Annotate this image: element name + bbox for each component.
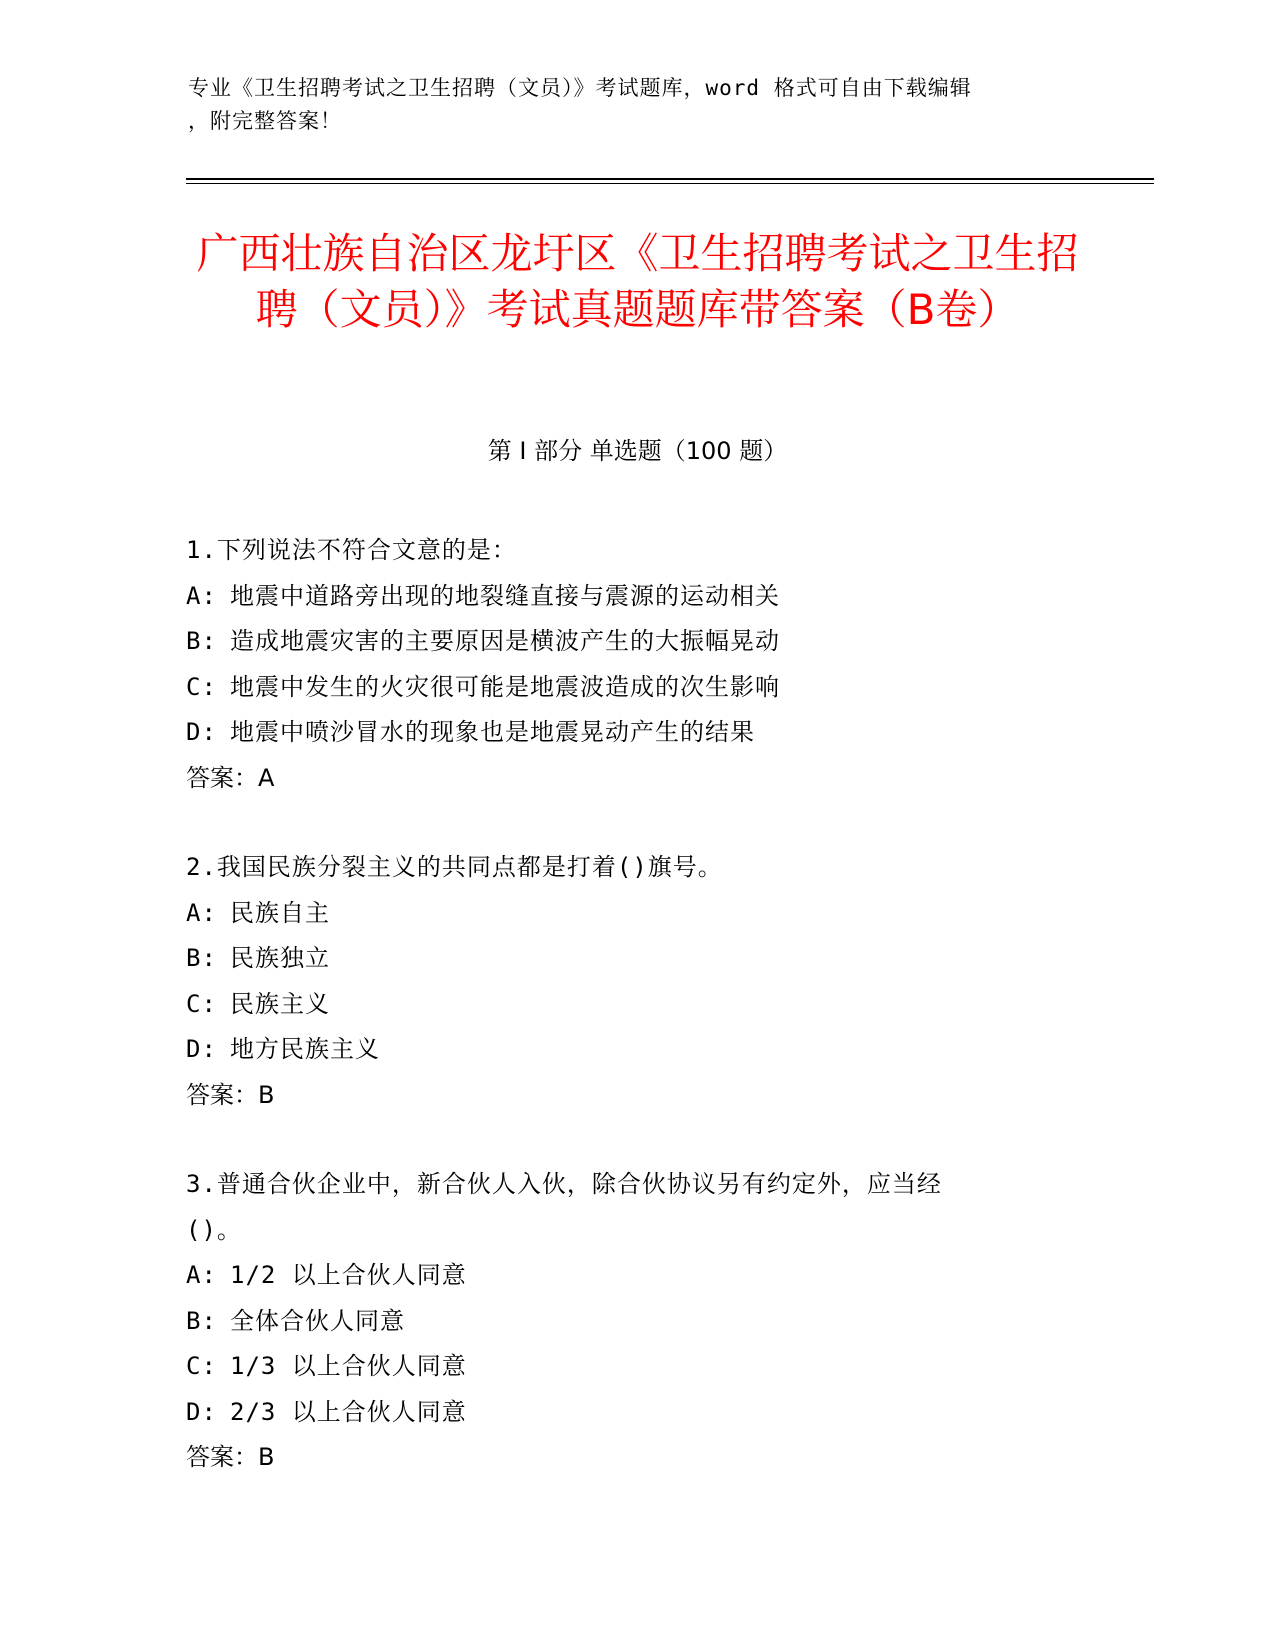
- option-text: 地震中喷沙冒水的现象也是地震晃动产生的结果: [230, 718, 755, 746]
- option-text: 民族自主: [230, 898, 330, 927]
- question-2: [186, 845, 1066, 1118]
- answer: 答案：B: [186, 1443, 275, 1471]
- question-stem: 2.我国民族分裂主义的共同点都是打着()旗号。: [186, 853, 723, 881]
- option-c: [186, 1344, 1066, 1390]
- option-text: 地震中发生的火灾很可能是地震波造成的次生影响: [230, 672, 780, 701]
- option-d: [186, 710, 1066, 756]
- option-letter: C:: [186, 672, 217, 701]
- section-title: 第 I 部分 单选题（100 题）: [487, 437, 788, 465]
- header-divider-thin: [186, 183, 1154, 184]
- option-a: [186, 891, 1066, 937]
- option-text: 造成地震灾害的主要原因是横波产生的大振幅晃动: [230, 627, 780, 655]
- option-letter: A:: [186, 581, 217, 610]
- option-letter: A:: [186, 898, 217, 927]
- option-letter: B:: [186, 944, 217, 972]
- option-d: [186, 1027, 1066, 1073]
- option-a: [186, 1253, 1066, 1299]
- question-stem: 1.下列说法不符合文意的是：: [186, 536, 517, 564]
- option-b: [186, 619, 1066, 665]
- question-3: [186, 1162, 1066, 1481]
- header-divider-thick: [186, 178, 1154, 180]
- option-b: [186, 936, 1066, 982]
- option-letter: B:: [186, 627, 217, 655]
- option-text: 地方民族主义: [230, 1035, 380, 1063]
- option-letter: D:: [186, 1035, 217, 1063]
- option-text: 1/3 以上合伙人同意: [230, 1352, 467, 1380]
- option-c: [186, 982, 1066, 1028]
- question-stem: 3.普通合伙企业中，新合伙人入伙，除合伙协议另有约定外，应当经 ()。: [186, 1170, 942, 1244]
- answer: 答案：B: [186, 1080, 275, 1109]
- option-letter: D:: [186, 1397, 217, 1426]
- option-letter: B:: [186, 1306, 217, 1335]
- option-letter: C:: [186, 1352, 217, 1380]
- option-text: 全体合伙人同意: [230, 1306, 405, 1335]
- question-list: [186, 528, 1066, 1525]
- option-d: [186, 1390, 1066, 1436]
- option-c: [186, 665, 1066, 711]
- header-note: 专业《卫生招聘考试之卫生招聘（文员）》考试题库，word 格式可自由下载编辑 ，附完整答案！: [188, 76, 972, 133]
- option-b: [186, 1299, 1066, 1345]
- option-text: 1/2 以上合伙人同意: [230, 1261, 467, 1289]
- document-title: 广西壮族自治区龙圩区《卫生招聘考试之卫生招聘（文员）》考试真题题库带答案（B卷）: [196, 229, 1079, 334]
- question-1: [186, 528, 1066, 801]
- option-text: 2/3 以上合伙人同意: [230, 1397, 467, 1426]
- option-text: 民族主义: [230, 989, 330, 1018]
- option-text: 地震中道路旁出现的地裂缝直接与震源的运动相关: [230, 581, 780, 610]
- option-letter: A:: [186, 1261, 217, 1289]
- option-letter: C:: [186, 989, 217, 1018]
- option-text: 民族独立: [230, 944, 330, 972]
- option-letter: D:: [186, 718, 217, 746]
- option-a: [186, 574, 1066, 620]
- answer: 答案：A: [186, 763, 275, 792]
